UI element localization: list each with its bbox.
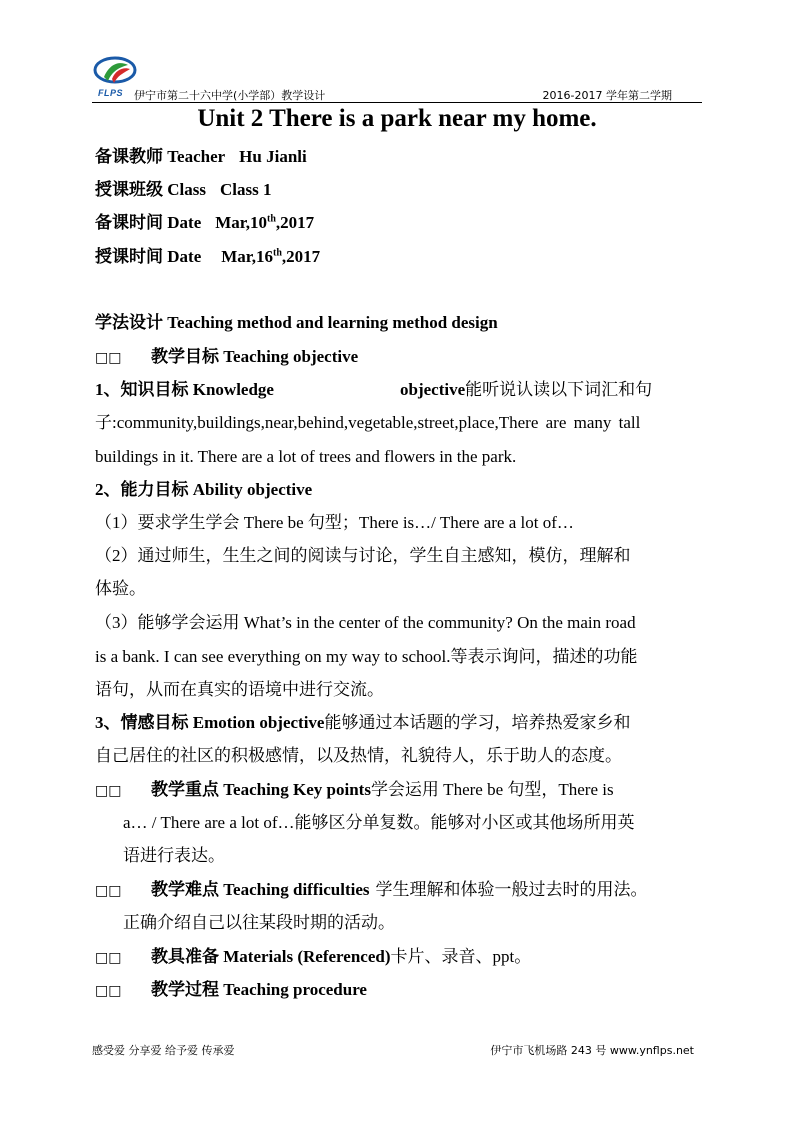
ability-item-3-line-1: （3）能够学会运用 What’s in the center of the community? On the main road — [95, 613, 636, 632]
info-value: Hu Jianli — [239, 147, 307, 166]
knowledge-text-2: 子:community,buildings,near,behind,vegetable,street,place,There are many tall — [95, 413, 641, 432]
key-points-row-1 — [95, 779, 701, 802]
emotion-label: 3、情感目标 Emotion objective — [95, 713, 325, 732]
info-value: Mar,16th,2017 — [221, 247, 321, 266]
key-points-text-1: 学会运用 There be 句型，There is — [370, 780, 614, 799]
difficulties-text-2: 正确介绍自己以往某段时期的活动。 — [123, 913, 395, 932]
info-teacher — [95, 146, 701, 168]
info-teach-date — [95, 246, 701, 268]
ability-item-3-line-3: 语句，从而在真实的语境中进行交流。 — [95, 680, 384, 699]
ability-item-1: （1）要求学生学会 There be 句型；There is…/ There are a lot of… — [95, 513, 574, 532]
info-label: 授课时间 Date — [95, 247, 202, 266]
procedure-label: 教学过程 Teaching procedure — [151, 980, 367, 999]
difficulties-text-1: 学生理解和体验一般过去时的用法。 — [375, 880, 648, 899]
knowledge-row-1 — [95, 379, 701, 401]
info-prep-date — [95, 212, 701, 234]
design-heading: 学法设计 Teaching method and learning method design — [95, 313, 498, 332]
info-label: 备课教师 Teacher — [95, 147, 226, 166]
knowledge-label: 1、知识目标 Knowledge — [95, 380, 274, 399]
header-school-name: 伊宁市第二十六中学(小学部）教学设计 — [134, 89, 326, 102]
emotion-text-1: 能够通过本话题的学习，培养热爱家乡和 — [324, 713, 631, 732]
emotion-row-1 — [95, 712, 701, 734]
key-points-text-2: a… / There are a lot of…能够区分单复数。能够对小区或其他场所用英 — [123, 813, 635, 832]
emotion-text-2: 自己居住的社区的积极感情，以及热情，礼貌待人，乐于助人的态度。 — [95, 746, 622, 765]
procedure-row — [95, 979, 701, 1002]
materials-row — [95, 946, 701, 969]
logo-caption: FLPS — [98, 88, 124, 98]
document-title: Unit 2 There is a park near my home. — [197, 105, 597, 132]
info-label: 备课时间 Date — [95, 213, 202, 232]
difficulties-row-1 — [95, 879, 701, 902]
key-points-label: 教学重点 Teaching Key points — [151, 780, 371, 799]
school-logo-icon — [92, 55, 138, 89]
materials-text: 卡片、录音、ppt。 — [390, 947, 532, 966]
ability-label: 2、能力目标 Ability objective — [95, 480, 313, 499]
bullet-marker: □□ — [95, 950, 122, 966]
bullet-marker: □□ — [95, 350, 122, 366]
ability-item-2-line-2: 体验。 — [95, 579, 146, 598]
footer-motto: 感受爱 分享爱 给予爱 传承爱 — [92, 1044, 235, 1057]
page-header — [92, 55, 702, 103]
key-points-text-3: 语进行表达。 — [123, 846, 225, 865]
footer-address: 伊宁市飞机场路 243 号 www.ynflps.net — [490, 1044, 694, 1057]
header-term: 2016-2017 学年第二学期 — [542, 89, 672, 102]
bullet-marker: □□ — [95, 783, 122, 799]
knowledge-text-3: buildings in it. There are a lot of trees and flowers in the park. — [95, 447, 517, 466]
objective-heading-row — [95, 346, 701, 369]
difficulties-label: 教学难点 Teaching difficulties — [151, 880, 370, 899]
bullet-marker: □□ — [95, 983, 122, 999]
ability-item-2-line-1: （2）通过师生，生生之间的阅读与讨论，学生自主感知，模仿，理解和 — [95, 546, 631, 565]
info-label: 授课班级 Class — [95, 180, 206, 199]
ability-item-3-line-2: is a bank. I can see everything on my way to school.等表示询问，描述的功能 — [95, 647, 638, 666]
objective-heading: 教学目标 Teaching objective — [151, 347, 359, 366]
materials-label: 教具准备 Materials (Referenced) — [151, 947, 391, 966]
knowledge-label-2: objective — [399, 380, 466, 399]
bullet-marker: □□ — [95, 883, 122, 899]
knowledge-text-1: 能听说认读以下词汇和句 — [465, 380, 653, 399]
info-value: Class 1 — [219, 180, 272, 199]
info-class — [95, 179, 701, 201]
info-value: Mar,10th,2017 — [215, 213, 315, 232]
